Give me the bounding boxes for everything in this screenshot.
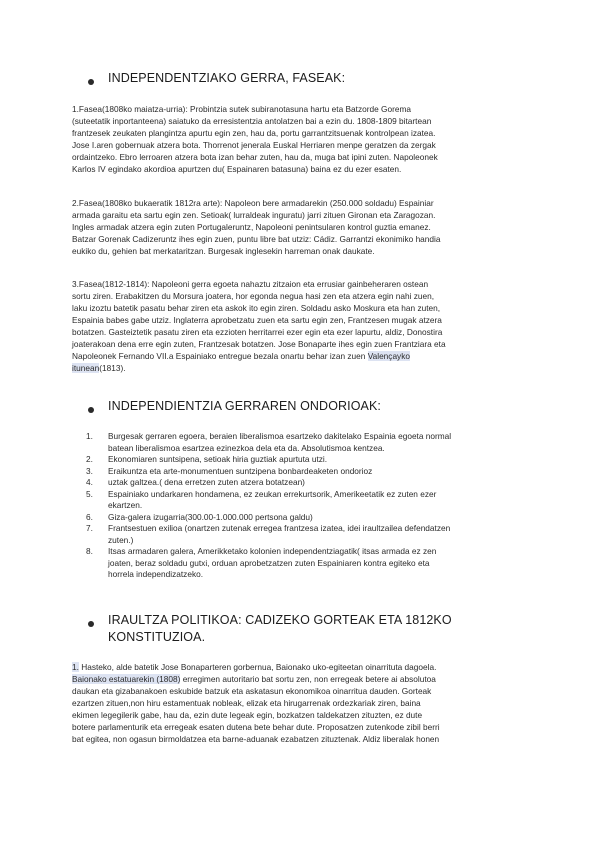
bullet-icon xyxy=(88,407,94,413)
list-item: 5. Espainiako undarkaren hondamena, ez zeukan errekurtsorik, Amerikeetatik ez zuten ezer ekartzen. xyxy=(86,488,437,510)
list-item: 4. uztak galtzea.( dena erretzen zuten atzera botatzean) xyxy=(86,477,305,487)
list-item: 7. Frantsestuen exilioa (onartzen zutenak erregea frantzesa izatea, idei iraultzailea defendatzen zuten.) xyxy=(86,523,451,545)
bullet-icon xyxy=(88,79,94,85)
list-item: 8. Itsas armadaren galera, Amerikketako kolonien independentziagatik( itsas armada ez zen joaten, beraz soldadu gutxi, orduan aprobetzatzen zuten Espainiaren kontra egiteko eta horrela independizatzeko. xyxy=(86,546,437,579)
paragraph-fase-3: 3.Fasea(1812-1814): Napoleoni gerra egoeta nahaztu zitzaion eta errusiar gainbeheraren ostean sortu ziren. Erabakitzen du Morsura joatera, hor egonda negua hasi zen eta atzera egin nahi zuen, laku izoztu batetik pasatu behar ziren eta askok ito egin ziren. Soldadu asko Moskura eta han zuten, Espainia babes gabe utziz. Inglaterra aprobetzatu zuen eta sartu egin zen, Frantzesen mugak atzera botatzen. Gasteiztetik pasatu ziren eta ezzioten herritarrei ezer egin eta ezer lapurtu, aldiz, Donostira joaterakoan dena erre egin zuten, Frantzesak botatzen. Jose Bonaparte ihes egin zuen Frantziara eta Napoleonek Fernando VII.a Espainiako entregue bezala onartu behar izan zuen Valençayko itunean(1813). xyxy=(72,279,446,373)
highlight-valencay: Valençayko xyxy=(367,351,410,361)
bullet-icon xyxy=(88,621,94,627)
section-heading-2: INDEPENDIENTZIA GERRAREN ONDORIOAK: xyxy=(108,399,381,413)
highlight-number: 1. xyxy=(72,662,79,672)
paragraph-fase-1: 1.Fasea(1808ko maiatza-urria): Probintzia sutek subiranotasuna hartu eta Batzorde Gorema (suteetatik inportanteena) saiatuko da erresistentzia antolatzen bai a ezin du. 1808-1809 bitartean frantzesek zeukaten plangintza apurtu egin zen, hau da, portu garrantzitsuenak kontrolpean izatea. Jose I.aren gobernuak atzera bota. Thorrenot jenerala Euskal Herriaren menpe geratzen da zergak ordaintzeko. Ebro lerroaren atzera bota izan behar zuten, hau da, muga bat ipini zuten. Napoleonek Karlos IV egindako akordioa apurtzen du( Espainaren batasuna) baina ez du ezer esaten. xyxy=(72,104,438,174)
paragraph-iraultza: 1. Hasteko, alde batetik Jose Bonaparteren gorbernua, Baionako uko-egiteetan oinarrituta dagoela. Baionako estatuarekin (1808) erregimen autoritario bat sortu zen, non erregeak betere ai absolutoa daukan eta gizabanakoen eskubide batzuk eta askatasun ekonomikoa oinarritua dauden. Gorteak ezartzen zituen,non hiru estamentuak nobleak, elizak eta hirugarrenak ordezkariak ziren, baina ekimen legegilerik gabe, hau da, ezin dute legeak egin, bozkatzen taldekatzen zituzten, ez dute botere parlamenturik eta erregeak esaten dutena bete behar dute. Proposatzen zutenkode zibil berri bat egitea, non ogasun birmoldatzea eta barne-aduanak ezabatzen zituztenak. Aldiz liberalak honen xyxy=(72,662,440,744)
section-heading-1: INDEPENDENTZIAKO GERRA, FASEAK: xyxy=(108,71,346,85)
paragraph-fase-2: 2.Fasea(1808ko bukaeratik 1812ra arte): Napoleon bere armadarekin (250.000 soldadu) Espainiar armada garaitu eta sartu egin zen. Setioak( lurraldeak inguratu) jarri zituen Gironan eta Zaragozan. Ingles armadak atzera egin zuten Portugaleruntz, Napoleoni penintsularen kontrol guztia emanez. Batzar Gorenak Cadizeruntz ihes egin zuen, puntu libre bat utziz: Cádiz. Garrantzi ekonimiko handia eukiko du, gehien bat merkataritzan. Burgesak inglesekin harreman onak daukate. xyxy=(72,198,441,256)
list-item: 2. Ekonomiaren suntsipena, setioak hiria guztiak apurtuta utzi. xyxy=(86,454,328,464)
highlight-baionako: Baionako estatuarekin (1808) xyxy=(72,674,181,684)
highlight-itunean: itunean xyxy=(72,363,100,373)
list-item: 3. Eraikuntza eta arte-monumentuen suntzipena bonbardeaketen ondorioz xyxy=(86,465,373,476)
consequences-list xyxy=(86,431,536,581)
list-item: 6. Giza-galera izugarria(300.00-1.000.000 pertsona galdu) xyxy=(86,511,313,522)
list-item: 1. Burgesak gerraren egoera, beraien liberalismoa esartzeko dakitelako Espainia egoeta normal batean liberalismoa esartzea ezinezkoa dela eta da. Absolutismoa kentzea. xyxy=(86,431,452,453)
section-heading-3: IRAULTZA POLITIKOA: CADIZEKO GORTEAK ETA 1812KO KONSTITUZIOA. xyxy=(108,613,452,644)
